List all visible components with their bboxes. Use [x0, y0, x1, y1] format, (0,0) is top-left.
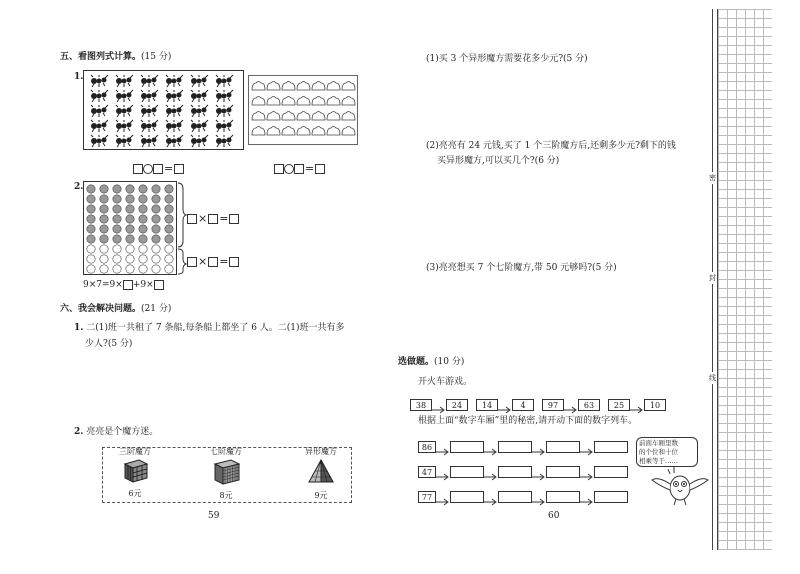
ants-icon-grid: [84, 71, 243, 149]
filled-dot-icon: [165, 185, 173, 193]
q-label: 1.: [74, 323, 84, 333]
ant-icon: [166, 135, 183, 147]
hat-icon: [342, 97, 355, 106]
ant-icon: [91, 120, 108, 132]
train-car[interactable]: [594, 491, 628, 503]
hat-icon: [267, 127, 280, 136]
empty-dot-icon: [165, 245, 173, 253]
ant-icon: [116, 105, 133, 117]
right-q3: (3)亮亮想买 7 个七阶魔方,带 50 元够吗?(5 分): [426, 263, 617, 273]
ant-icon: [191, 105, 208, 117]
empty-dot-icon: [113, 255, 121, 263]
hat-icon: [252, 97, 265, 106]
hat-icon: [282, 97, 295, 106]
empty-dot-icon: [87, 245, 95, 253]
empty-dot-icon: [139, 255, 147, 263]
q1-label: 1.: [74, 72, 84, 82]
hat-icon: [342, 127, 355, 136]
hats-picture: [248, 75, 358, 145]
arrow-icon: [484, 492, 498, 502]
answer-box[interactable]: [208, 257, 218, 267]
answer-box[interactable]: [174, 164, 184, 174]
filled-dot-icon: [100, 215, 108, 223]
q1-line1: 二(1)班一共租了 7 条船,每条船上都坐了 6 人。二(1)班一共有多: [86, 323, 345, 333]
ant-icon: [191, 75, 208, 87]
operator-circle[interactable]: [143, 164, 153, 174]
times-sign: ×: [198, 255, 208, 268]
train-car[interactable]: [546, 491, 580, 503]
arrow-icon: [432, 400, 446, 410]
train-car: 63: [578, 399, 600, 411]
filled-dot-icon: [152, 215, 160, 223]
equals-sign: =: [219, 255, 229, 268]
ant-icon: [191, 120, 208, 132]
hat-icon: [297, 82, 310, 91]
hat-icon: [312, 82, 325, 91]
train-car[interactable]: [546, 441, 580, 453]
section6-title-text: 六、我会解决问题。: [60, 304, 142, 314]
empty-dot-icon: [152, 265, 160, 273]
arrow-icon: [484, 442, 498, 452]
train-car[interactable]: [450, 466, 484, 478]
filled-dot-icon: [139, 185, 147, 193]
answer-box[interactable]: [294, 164, 304, 174]
arrow-icon: [484, 467, 498, 477]
filled-dot-icon: [113, 185, 121, 193]
hat-icon: [267, 82, 280, 91]
hat-icon: [327, 127, 340, 136]
hat-icon: [327, 112, 340, 121]
section6-q1-line2: 少人?(5 分): [85, 339, 133, 349]
dots-picture: [83, 181, 177, 275]
page-number-left: 59: [208, 511, 220, 521]
hat-icon: [327, 97, 340, 106]
hat-icon: [282, 127, 295, 136]
filled-dot-icon: [113, 195, 121, 203]
section5-title: [60, 51, 171, 63]
ant-icon: [166, 105, 183, 117]
bonus-title: [398, 356, 464, 368]
filled-dot-icon: [126, 225, 134, 233]
ant-icon: [141, 135, 158, 147]
hat-icon: [252, 112, 265, 121]
bubble-line: 前面车厢里数: [639, 439, 678, 447]
answer-box[interactable]: [133, 164, 143, 174]
bubble-line: 相乘等于……: [639, 457, 678, 465]
train-car: 38: [410, 399, 432, 411]
filled-dot-icon: [165, 195, 173, 203]
equation-1: [133, 158, 184, 177]
ant-icon: [191, 90, 208, 102]
train-car: 14: [476, 399, 498, 411]
arrow-icon: [580, 492, 594, 502]
example-train: [410, 394, 666, 410]
train-car[interactable]: [498, 441, 532, 453]
hat-icon: [252, 82, 265, 91]
ant-icon: [166, 120, 183, 132]
rubik-cube-icon: [121, 458, 149, 484]
dots-icon-grid: [84, 182, 176, 274]
train-car[interactable]: [546, 466, 580, 478]
train-car: 10: [644, 399, 666, 411]
bonus-instruction: 根据上面“数字车厢”里的秘密,请开动下面的数字列车。: [418, 416, 638, 426]
equals-sign: =: [219, 212, 229, 225]
train-car[interactable]: [594, 441, 628, 453]
train-row-2: [418, 461, 628, 480]
answer-box[interactable]: [229, 257, 239, 267]
train-row-1: [418, 436, 628, 455]
hat-icon: [252, 127, 265, 136]
page-number-right: 60: [548, 511, 560, 521]
ant-icon: [166, 75, 183, 87]
filled-dot-icon: [126, 185, 134, 193]
arrow-icon: [580, 442, 594, 452]
filled-dot-icon: [139, 225, 147, 233]
empty-dot-icon: [100, 265, 108, 273]
arrow-icon: [436, 442, 450, 452]
rubik-cube-icon: [211, 458, 241, 486]
filled-dot-icon: [165, 205, 173, 213]
train-car: 86: [418, 441, 436, 453]
hat-icon: [342, 82, 355, 91]
filled-dot-icon: [152, 195, 160, 203]
empty-dot-icon: [165, 265, 173, 273]
filled-dot-icon: [165, 215, 173, 223]
empty-dot-icon: [87, 265, 95, 273]
ant-icon: [141, 120, 158, 132]
arrow-icon: [532, 467, 546, 477]
equation-3: [187, 208, 239, 227]
ant-icon: [216, 135, 233, 147]
filled-dot-icon: [165, 235, 173, 243]
answer-box[interactable]: [229, 214, 239, 224]
hat-icon: [327, 82, 340, 91]
train-car[interactable]: [498, 466, 532, 478]
filled-dot-icon: [152, 205, 160, 213]
answer-box[interactable]: [208, 214, 218, 224]
filled-dot-icon: [113, 235, 121, 243]
pyraminx-icon: [306, 458, 336, 486]
filled-dot-icon: [113, 215, 121, 223]
answer-box[interactable]: [315, 164, 325, 174]
train-car: 25: [608, 399, 630, 411]
bubble-line: 的个位和十位: [639, 448, 678, 456]
ant-icon: [116, 120, 133, 132]
filled-dot-icon: [87, 215, 95, 223]
ant-icon: [216, 90, 233, 102]
arrow-icon: [436, 467, 450, 477]
right-q2-line1: (2)亮亮有 24 元钱,买了 1 个三阶魔方后,还剩多少元?剩下的钱: [426, 141, 676, 151]
equals-sign: =: [305, 162, 315, 175]
ant-icon: [141, 75, 158, 87]
cube-name: 异形魔方: [305, 447, 337, 456]
cube-price: 6元: [128, 489, 142, 498]
hat-icon: [282, 112, 295, 121]
filled-dot-icon: [87, 185, 95, 193]
ant-icon: [91, 105, 108, 117]
cube-7x7: [200, 446, 252, 502]
right-q2-line2: 买异形魔方,可以买几个?(6 分): [437, 156, 560, 166]
filled-dot-icon: [139, 235, 147, 243]
hat-icon: [312, 112, 325, 121]
train-car[interactable]: [498, 491, 532, 503]
equation-4: [187, 251, 239, 270]
empty-dot-icon: [139, 265, 147, 273]
bonus-score: (10 分): [434, 357, 465, 367]
empty-dot-icon: [152, 245, 160, 253]
bonus-intro: 开火车游戏。: [418, 377, 473, 387]
train-car: 77: [418, 491, 436, 503]
q2-text: 亮亮是个魔方迷。: [86, 427, 159, 437]
ant-icon: [141, 105, 158, 117]
hats-icon-grid: [249, 76, 357, 144]
section5-title-text: 五、看图列式计算。: [60, 52, 142, 62]
ant-icon: [191, 135, 208, 147]
q-label: 2.: [74, 427, 84, 437]
hat-icon: [297, 112, 310, 121]
filled-dot-icon: [152, 225, 160, 233]
ant-icon: [116, 90, 133, 102]
ant-icon: [116, 75, 133, 87]
filled-dot-icon: [126, 235, 134, 243]
right-q1: (1)买 3 个异形魔方需要花多少元?(5 分): [426, 54, 588, 64]
section6-title: [60, 303, 171, 315]
empty-dot-icon: [165, 255, 173, 263]
answer-box[interactable]: [153, 164, 163, 174]
hat-icon: [267, 112, 280, 121]
filled-dot-icon: [100, 205, 108, 213]
filled-dot-icon: [126, 195, 134, 203]
empty-dot-icon: [139, 245, 147, 253]
binding-grid: [717, 9, 772, 550]
filled-dot-icon: [87, 205, 95, 213]
arrow-icon: [580, 467, 594, 477]
filled-dot-icon: [126, 215, 134, 223]
train-car: 4: [512, 399, 534, 411]
arrow-icon: [630, 400, 644, 410]
answer-box[interactable]: [154, 280, 164, 290]
empty-dot-icon: [113, 265, 121, 273]
train-car[interactable]: [450, 491, 484, 503]
train-car: 97: [542, 399, 564, 411]
train-car: 47: [418, 466, 436, 478]
speech-bubble: [636, 437, 698, 467]
filled-dot-icon: [100, 195, 108, 203]
answer-box[interactable]: [123, 280, 133, 290]
margin-label: 线: [709, 374, 716, 382]
answer-box[interactable]: [187, 214, 197, 224]
filled-dot-icon: [87, 195, 95, 203]
hat-icon: [312, 127, 325, 136]
hat-icon: [297, 97, 310, 106]
filled-dot-icon: [152, 235, 160, 243]
ant-icon: [216, 75, 233, 87]
q2-label: 2.: [74, 182, 84, 192]
filled-dot-icon: [139, 215, 147, 223]
arrow-icon: [532, 442, 546, 452]
filled-dot-icon: [87, 225, 95, 233]
bird-mascot-icon: [650, 466, 710, 508]
formula-text: 9×7=9×: [83, 280, 123, 290]
filled-dot-icon: [165, 225, 173, 233]
empty-dot-icon: [113, 245, 121, 253]
train-row-3: [418, 486, 628, 505]
empty-dot-icon: [100, 245, 108, 253]
arrow-icon: [436, 492, 450, 502]
cube-pyramid: [295, 446, 347, 502]
brace-icon: [177, 181, 187, 275]
section6-score: (21 分): [141, 304, 172, 314]
filled-dot-icon: [100, 185, 108, 193]
arrow-icon: [564, 400, 578, 410]
ant-icon: [216, 120, 233, 132]
margin-label: 密: [709, 174, 716, 182]
train-car[interactable]: [450, 441, 484, 453]
filled-dot-icon: [152, 185, 160, 193]
cube-price: 9元: [314, 491, 328, 500]
filled-dot-icon: [113, 205, 121, 213]
empty-dot-icon: [126, 255, 134, 263]
filled-dot-icon: [87, 235, 95, 243]
answer-box[interactable]: [274, 164, 284, 174]
empty-dot-icon: [152, 255, 160, 263]
hat-icon: [282, 82, 295, 91]
ant-icon: [91, 75, 108, 87]
operator-circle[interactable]: [284, 164, 294, 174]
filled-dot-icon: [113, 225, 121, 233]
cube-3x3: [110, 446, 160, 500]
arrow-icon: [532, 492, 546, 502]
section6-q2: [74, 426, 158, 438]
ant-icon: [91, 90, 108, 102]
train-car[interactable]: [594, 466, 628, 478]
formula: [83, 279, 164, 291]
cube-price: 8元: [219, 491, 233, 500]
empty-dot-icon: [100, 255, 108, 263]
section6-q1: [74, 322, 345, 334]
ant-icon: [141, 90, 158, 102]
times-sign: ×: [198, 212, 208, 225]
formula-plus: +9×: [132, 280, 154, 290]
hat-icon: [297, 127, 310, 136]
empty-dot-icon: [87, 255, 95, 263]
ant-icon: [116, 135, 133, 147]
filled-dot-icon: [100, 225, 108, 233]
hat-icon: [267, 97, 280, 106]
ant-icon: [91, 135, 108, 147]
equals-sign: =: [164, 162, 174, 175]
bonus-title-text: 选做题。: [398, 357, 435, 367]
hat-icon: [312, 97, 325, 106]
ants-picture: [83, 70, 244, 150]
hat-icon: [342, 112, 355, 121]
arrow-icon: [498, 400, 512, 410]
ant-icon: [216, 105, 233, 117]
empty-dot-icon: [126, 265, 134, 273]
answer-box[interactable]: [187, 257, 197, 267]
filled-dot-icon: [126, 205, 134, 213]
section5-score: (15 分): [141, 52, 172, 62]
filled-dot-icon: [139, 195, 147, 203]
filled-dot-icon: [100, 235, 108, 243]
filled-dot-icon: [139, 205, 147, 213]
empty-dot-icon: [126, 245, 134, 253]
ant-icon: [166, 90, 183, 102]
train-car: 24: [446, 399, 468, 411]
cube-name: 三阶魔方: [119, 447, 151, 456]
equation-2: [274, 158, 325, 177]
cube-name: 七阶魔方: [210, 447, 242, 456]
margin-label: 封: [709, 274, 716, 282]
